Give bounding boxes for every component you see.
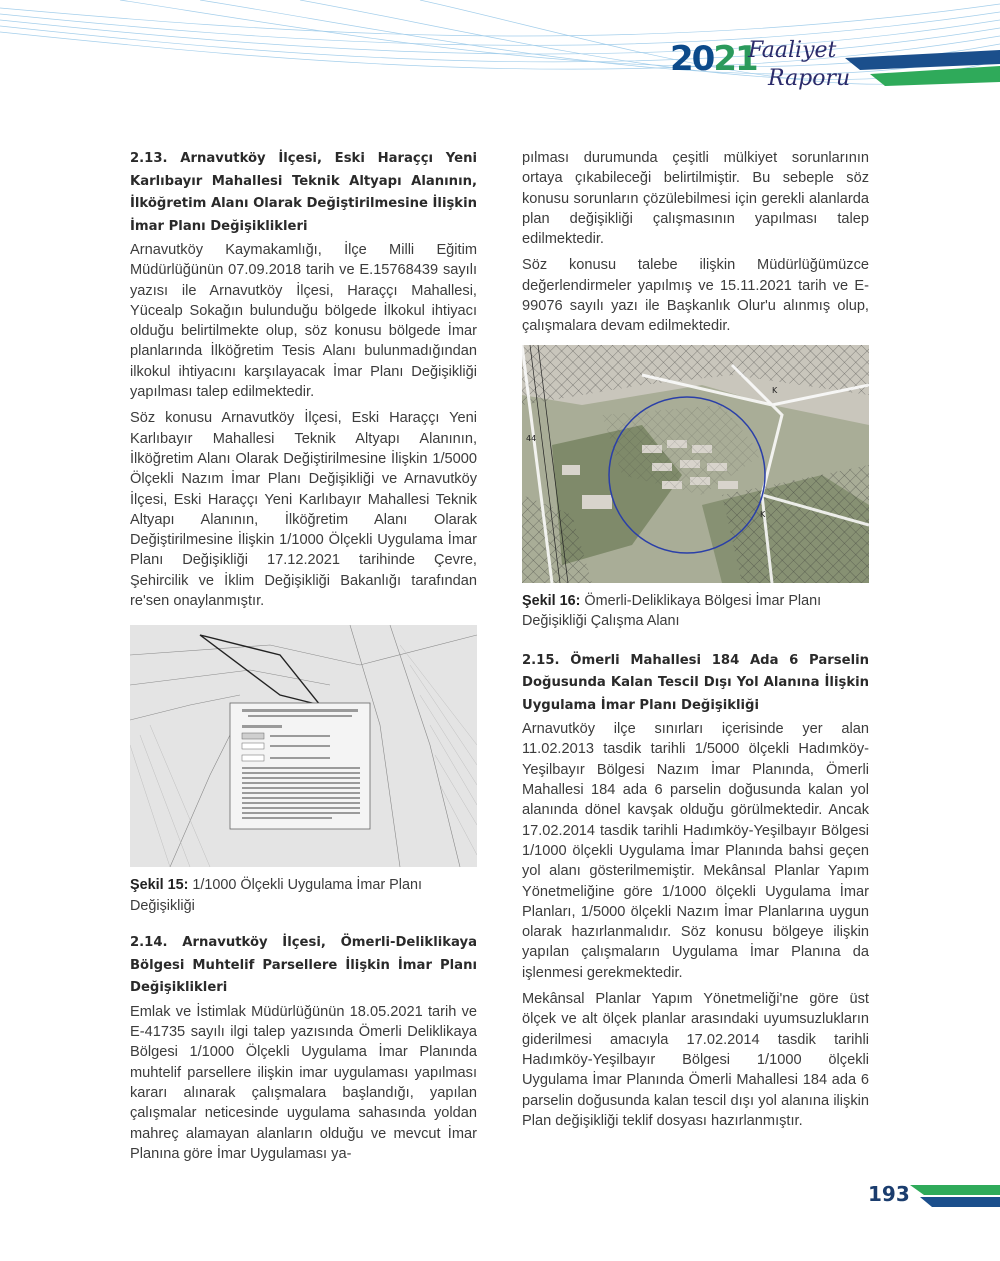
left-column [130,148,477,1170]
page-number: 193 [868,1182,910,1206]
svg-text:K: K [772,385,778,395]
logo-text-faaliyet: Faaliyet [748,38,837,63]
section-2-14-heading: 2.14. Arnavutköy İlçesi, Ömerli-Deliklikaya Bölgesi Muhtelif Parsellere İlişkin İmar Planı Değişiklikleri [130,935,477,996]
figure-16-caption-text: Ömerli-Deliklikaya Bölgesi İmar Planı Değişikliği Çalışma Alanı [522,592,822,630]
figure-16-aerial-map [522,345,869,583]
right-column [522,148,869,1137]
header-decoration [0,0,1000,130]
footer-band-decoration [910,1185,1000,1207]
figure-16-caption [522,591,869,632]
section-2-13-paragraph-2: Söz konusu Arnavutköy İlçesi, Eski Haraççı Yeni Karlıbayır Mahallesi Teknik Altyapı Alanının, İlköğretim Alanı Olarak Değiştirilmesine İlişkin 1/5000 Ölçekli Nazım İmar Planı Değişikliği ve Arnavutköy İlçesi, Eski Haraççı Yeni Karlıbayır Mahallesi Teknik Altyapı Alanının, İlköğretim Alanı Olarak Değiştirilmesine İlişkin 1/1000 Ölçekli Uygulama İmar Planı Değişikliği 17.12.2021 tarihinde Çevre, Şehircilik ve İklim Değişikliği Bakanlığı tarafından re'sen onaylanmıştır. [130,410,477,610]
logo-year-part2: 21 [713,39,757,79]
figure-16-caption-label: Şekil 16: [522,592,581,609]
section-2-15-heading: 2.15. Ömerli Mahallesi 184 Ada 6 Parselin Doğusunda Kalan Tescil Dışı Yol Alanına İlişkin Uygulama İmar Planı Değişikliği [522,652,869,713]
section-2-13-paragraph-1: Arnavutköy Kaymakamlığı, İlçe Milli Eğitim Müdürlüğünün 07.09.2018 tarih ve E.15768439 sayılı yazısı ile Arnavutköy İlçesi, Haraççı Mahallesi, Yücealp Sokağın bulunduğu bölgede İlkokul ihtiyacı olduğu belirtilmekte olup, söz konusu bölgede İmar planlarında İlköğretim Tesis Alanı bulunmadığından ilkokul ihtiyacını karşılayacak İmar Planı Değişikliği yapılması talep edilmektedir. [130,242,477,401]
figure-15-image [130,625,477,867]
logo-year-part1: 20 [670,39,714,79]
figure-15-plan-map [130,625,477,867]
section-2-13-heading: 2.13. Arnavutköy İlçesi, Eski Haraççı Yeni Karlıbayır Mahallesi Teknik Altyapı Alanının, İlköğretim Alanı Olarak Değiştirilmesine İlişkin İmar Planı Değişiklikleri [130,151,477,234]
figure-15-caption-label: Şekil 15: [130,877,189,894]
section-2-15-paragraph-1: Arnavutköy ilçe sınırları içerisinde yer alan 11.02.2013 tasdik tarihli 1/5000 ölçekli Hadımköy-Yeşilbayır Bölgesi Nazım İmar Planında, Ömerli Mahallesi 184 ada 6 parselin doğusunda kalan yol alanında dönel kavşak olduğu görülmektedir. Ancak 17.02.2014 tasdik tarihli Hadımköy-Yeşilbayır Bölgesi 1/1000 ölçekli Uygulama İmar Planında bahsi geçen yol alanı gösterilmemiştir. Mekânsal Planlar Yapım Yönetmeliğine göre 1/1000 ölçekli Uygulama İmar Planları, 1/5000 ölçekli Nazım İmar Planlarına uygun olarak hazırlanmalıdır. Söz konusu bölgeye ilişkin yapılan çalışmaların Uygulama İmar Planına da işlenmesi gerekmektedir. [522,721,869,981]
report-logo [670,36,850,106]
section-2-14-paragraph-1: Emlak ve İstimlak Müdürlüğünün 18.05.2021 tarih ve E-41735 sayılı ilgi talep yazısında Ömerli Deliklikaya Bölgesi 1/1000 Ölçekli Uygulama İmar Planında muhtelif parsellere ilişkin imar uygulaması yapılması kararı alınarak çalışmalara başlandığı, yapılan çalışmalar neticesinde uygulama sahasında yoldan mahreç alamayan alanların olduğu ve mevcut İmar Planına göre İmar Uygulaması ya- [130,1003,477,1162]
logo-year [670,39,757,79]
section-2-14-continuation-2: Söz konusu talebe ilişkin Müdürlüğümüzce değerlendirmeler yapılmış ve 15.11.2021 tarih ve E-99076 sayılı yazı ile Başkanlık Olur'u alınmış olup, çalışmalara devam edilmektedir. [522,257,869,335]
figure-15-caption-text: 1/1000 Ölçekli Uygulama İmar Planı Değişikliği [130,877,422,914]
svg-text:44: 44 [526,433,537,443]
figure-16-image [522,345,869,583]
section-2-15-paragraph-2: Mekânsal Planlar Yapım Yönetmeliği'ne göre üst ölçek ve alt ölçek planlar arasındaki uyumsuzlukların giderilmesi amacıyla 17.02.2014 tasdik tarihli Hadımköy-Yeşilbayır Bölgesi 1/1000 ölçekli Uygulama İmar Planında Ömerli Mahallesi 184 ada 6 parselin doğusunda kalan tescil dışı yol alanına ilişkin Plan değişikliği teklif dosyası hazırlanmıştır. [522,991,869,1129]
figure-15-caption [130,875,477,916]
svg-text:K: K [760,509,766,519]
logo-text-raporu: Raporu [768,66,851,91]
section-2-14-continuation-1: pılması durumunda çeşitli mülkiyet sorunlarının ortaya çıkabileceği belirtilmiştir. Bu sebeple söz konusu sorunların çözülebilmesi için gerekli alanlarda plan değişikliği çalışmasının yapılması talep edilmektedir. [522,150,869,248]
